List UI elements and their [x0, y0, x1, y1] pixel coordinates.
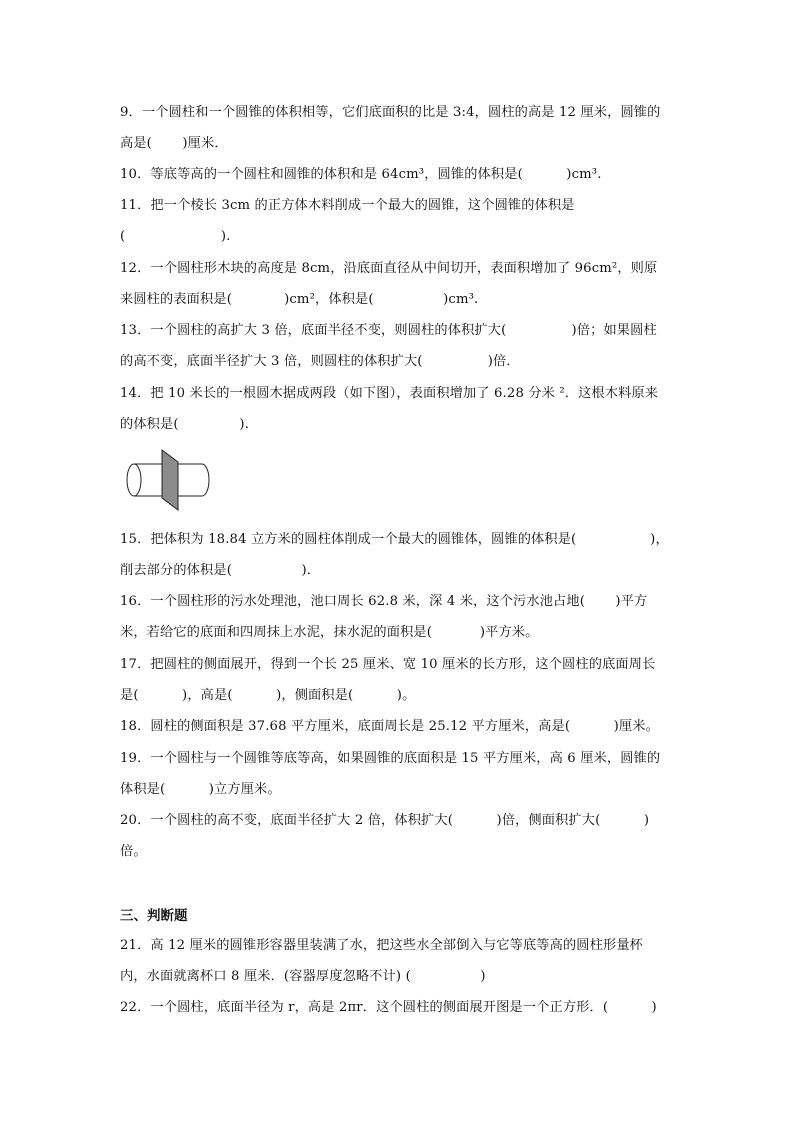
question-line: 体积是( )立方厘米。: [120, 782, 281, 797]
question-line: 米，若给它的底面和四周抹上水泥，抹水泥的面积是( )平方米。: [120, 625, 539, 640]
question-line: 19．一个圆柱与一个圆锥等底等高，如果圆锥的底面积是 15 平方厘米，高 6 厘米，圆锥的: [120, 751, 661, 766]
question-line: 10．等底等高的一个圆柱和圆锥的体积和是 64cm³，圆锥的体积是( )cm³.: [120, 167, 602, 182]
question-line: 内，水面就离杯口 8 厘米．(容器厚度忽略不计) ( ): [120, 969, 486, 984]
question-line: 22．一个圆柱，底面半径为 r，高是 2πr．这个圆柱的侧面展开图是一个正方形．( ): [120, 1000, 657, 1015]
question-line: 的体积是( ).: [120, 417, 250, 432]
question-line: 11．把一个棱长 3cm 的正方体木料削成一个最大的圆锥，这个圆锥的体积是: [120, 198, 575, 213]
question-line: 是( )，高是( )，侧面积是( )。: [120, 688, 416, 703]
question-line: 15．把体积为 18.84 立方米的圆柱体削成一个最大的圆锥体，圆锥的体积是( )，: [120, 532, 669, 547]
question-line: 来圆柱的表面积是( )cm²，体积是( )cm³.: [120, 292, 479, 307]
question-line: 14．把 10 米长的一根圆木据成两段（如下图），表面积增加了 6.28 分米 ²．这根木料原来: [120, 386, 659, 401]
section-title: 三、判断题: [120, 908, 188, 924]
question-line: 20．一个圆柱的高不变，底面半径扩大 2 倍，体积扩大( )倍，侧面积扩大( ): [120, 813, 650, 828]
question-line: 17．把圆柱的侧面展开，得到一个长 25 厘米、宽 10 厘米的长方形，这个圆柱的底面周长: [120, 657, 656, 672]
question-line: 9．一个圆柱和一个圆锥的体积相等，它们底面积的比是 3:4，圆柱的高是 12 厘米，圆锥的: [120, 105, 661, 120]
question-line: 21．高 12 厘米的圆锥形容器里装满了水，把这些水全部倒入与它等底等高的圆柱形量杯: [120, 938, 643, 953]
question-line: 13．一个圆柱的高扩大 3 倍，底面半径不变，则圆柱的体积扩大( )倍；如果圆柱: [120, 323, 657, 338]
question-line: 18．圆柱的侧面积是 37.68 平方厘米，底面周长是 25.12 平方厘米，高是( )厘米。: [120, 719, 659, 734]
left-cylinder: [127, 464, 164, 496]
question-line: 倍。: [120, 844, 147, 859]
question-line: ( ).: [120, 229, 231, 244]
question-line: 12．一个圆柱形木块的高度是 8cm，沿底面直径从中间切开，表面积增加了 96cm²，则原: [120, 261, 658, 276]
question-line: 高是( )厘米．: [120, 136, 228, 151]
cut-plane: [162, 450, 178, 510]
right-cylinder: [174, 464, 209, 496]
question-line: 的高不变，底面半径扩大 3 倍，则圆柱的体积扩大( )倍．: [120, 354, 520, 369]
cylinder-cut-figure: [122, 448, 214, 512]
question-line: 削去部分的体积是( )．: [120, 563, 321, 578]
question-line: 16．一个圆柱形的污水处理池，池口周长 62.8 米，深 4 米，这个污水池占地( )平方: [120, 594, 648, 609]
